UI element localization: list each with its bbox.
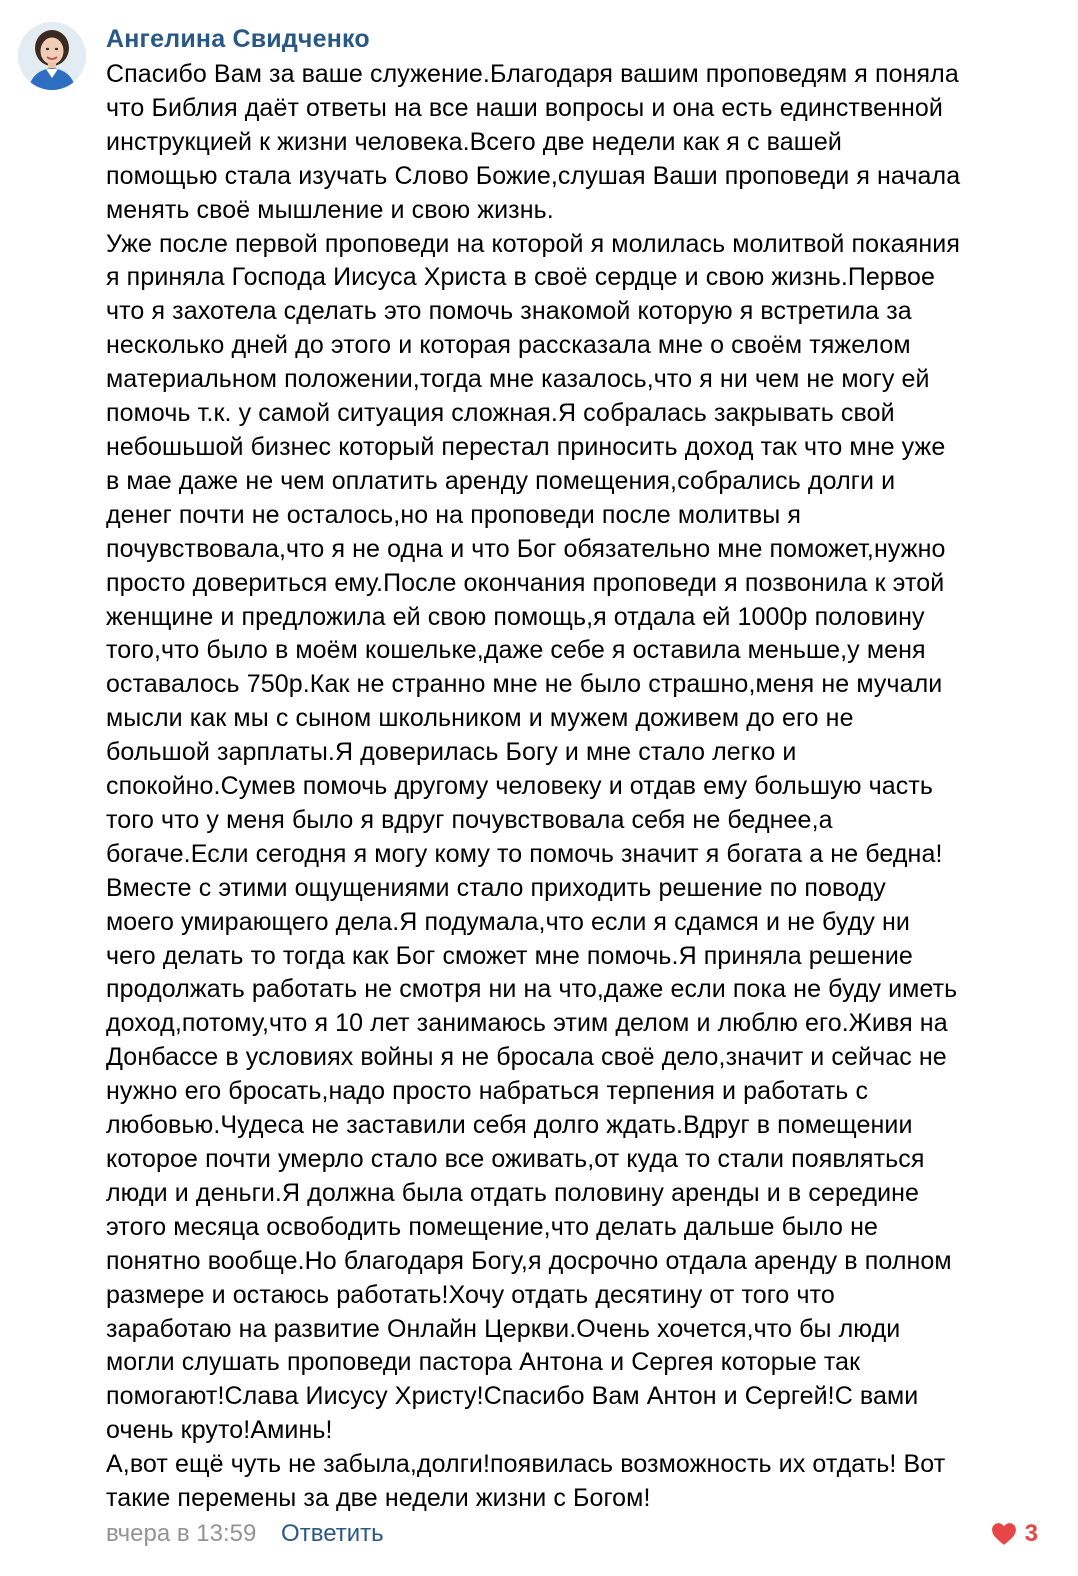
text-line: продолжать работать не смотря ни на что,даже если пока не буду иметь: [106, 975, 958, 1004]
text-line: материальном положении,тогда мне казалось,что я ни чем не могу ей: [106, 365, 930, 394]
paragraph: [106, 228, 1046, 1449]
text-line: доход,потому,что я 10 лет занимаюсь этим делом и люблю его.Живя на: [106, 1009, 948, 1038]
text-line: могли слушать проповеди пастора Антона и Сергея которые так: [106, 1348, 861, 1377]
text-line: очень круто!Аминь!: [106, 1416, 333, 1445]
text-line: помогают!Слава Иисусу Христу!Спасибо Вам Антон и Сергей!С вами: [106, 1382, 919, 1411]
text-line: нужно его бросать,надо просто набраться терпения и работать с: [106, 1077, 869, 1106]
text-line: Вместе с этими ощущениями стало приходить решение по поводу: [106, 873, 886, 902]
author-name[interactable]: Ангелина Свидченко: [106, 25, 370, 53]
text-line: моего умирающего дела.Я подумала,что если я сдамся и не буду ни: [106, 907, 910, 936]
text-line: что я захотела сделать это помочь знакомой которую я встретила за: [106, 297, 912, 326]
text-line: помощью стала изучать Слово Божие,слушая Ваши проповеди я начала: [106, 161, 961, 190]
text-line: большой зарплаты.Я доверилась Богу и мне стало легко и: [106, 738, 797, 767]
text-line: заработаю на развитие Онлайн Церкви.Очень хочется,что бы люди: [106, 1314, 901, 1343]
text-line: Спасибо Вам за ваше служение.Благодаря вашим проповедям я поняла: [106, 60, 959, 88]
comment-date[interactable]: вчера в 13:59: [106, 1520, 257, 1547]
text-line: инструкцией к жизни человека.Всего две недели как я с вашей: [106, 127, 842, 156]
text-line: женщине и предложила ей свою помощь,я отдала ей 1000р половину: [106, 602, 925, 631]
text-line: того что у меня было я вдруг почувствовала себя не беднее,а: [106, 805, 833, 834]
text-line: понятно вообще.Но благодаря Богу,я досрочно отдала аренду в полном: [106, 1246, 952, 1275]
text-line: спокойно.Сумев помочь другому человеку и отдав ему большую часть: [106, 772, 934, 801]
text-line: Уже после первой проповеди на которой я молилась молитвой покаяния: [106, 229, 960, 258]
text-line: люди и деньги.Я должна была отдать половину аренды и в середине: [106, 1178, 920, 1207]
text-line: небошьшой бизнес который перестал приносить доход так что мне уже: [106, 432, 946, 461]
text-line: этого месяца освободить помещение,что делать дальше было не: [106, 1212, 878, 1241]
heart-icon: [991, 1522, 1017, 1546]
text-line: я приняла Господа Иисуса Христа в своё сердце и свою жизнь.Первое: [106, 263, 936, 292]
comment-body: [106, 22, 1046, 1516]
like-button[interactable]: [991, 1516, 1038, 1552]
text-line: Донбассе в условиях войны я не бросала своё дело,значит и сейчас не: [106, 1043, 947, 1072]
text-line: любовью.Чудеса не заставили себя долго ждать.Вдруг в помещении: [106, 1111, 913, 1140]
paragraph: [106, 58, 1046, 228]
text-line: что Библия даёт ответы на все наши вопросы и она есть единственной: [106, 93, 943, 122]
text-line: просто довериться ему.После окончания проповеди я позвонила к этой: [106, 568, 945, 597]
avatar-icon: [18, 22, 86, 90]
comment-footer: [106, 1516, 1038, 1552]
text-line: чего делать то тогда как Бог сможет мне помочь.Я приняла решение: [106, 941, 913, 970]
text-line: несколько дней до этого и которая рассказала мне о своём тяжелом: [106, 331, 911, 360]
text-line: богаче.Если сегодня я могу кому то помочь значит я богата а не бедна!: [106, 839, 943, 868]
reply-button[interactable]: Ответить: [281, 1520, 384, 1547]
text-line: которое почти умерло стало все оживать,от куда то стали появляться: [106, 1145, 925, 1173]
text-line: мысли как мы с сыном школьником и мужем доживем до его не: [106, 704, 854, 733]
like-count: 3: [1024, 1520, 1038, 1547]
text-line: менять своё мышление и свою жизнь.: [106, 195, 554, 224]
comment-text: [106, 58, 1046, 1516]
text-line: денег почти не осталось,но на проповеди после молитвы я: [106, 500, 802, 529]
text-line: оставалось 750р.Как не странно мне не было страшно,меня не мучали: [106, 670, 943, 699]
text-line: того,что было в моём кошельке,даже себе я оставила меньше,у меня: [106, 636, 926, 665]
paragraph: [106, 1448, 1046, 1516]
avatar[interactable]: [18, 22, 86, 90]
text-line: размере и остаюсь работать!Хочу отдать десятину от того что: [106, 1280, 835, 1309]
text-line: помочь т.к. у самой ситуация сложная.Я собралась закрывать свой: [106, 399, 895, 428]
text-line: такие перемены за две недели жизни с Богом!: [106, 1484, 651, 1513]
text-line: почувствовала,что я не одна и что Бог обязательно мне поможет,нужно: [106, 534, 946, 563]
text-line: А,вот ещё чуть не забыла,долги!появилась возможность их отдать! Вот: [106, 1450, 946, 1479]
text-line: в мае даже не чем оплатить аренду помещения,собрались долги и: [106, 466, 896, 495]
